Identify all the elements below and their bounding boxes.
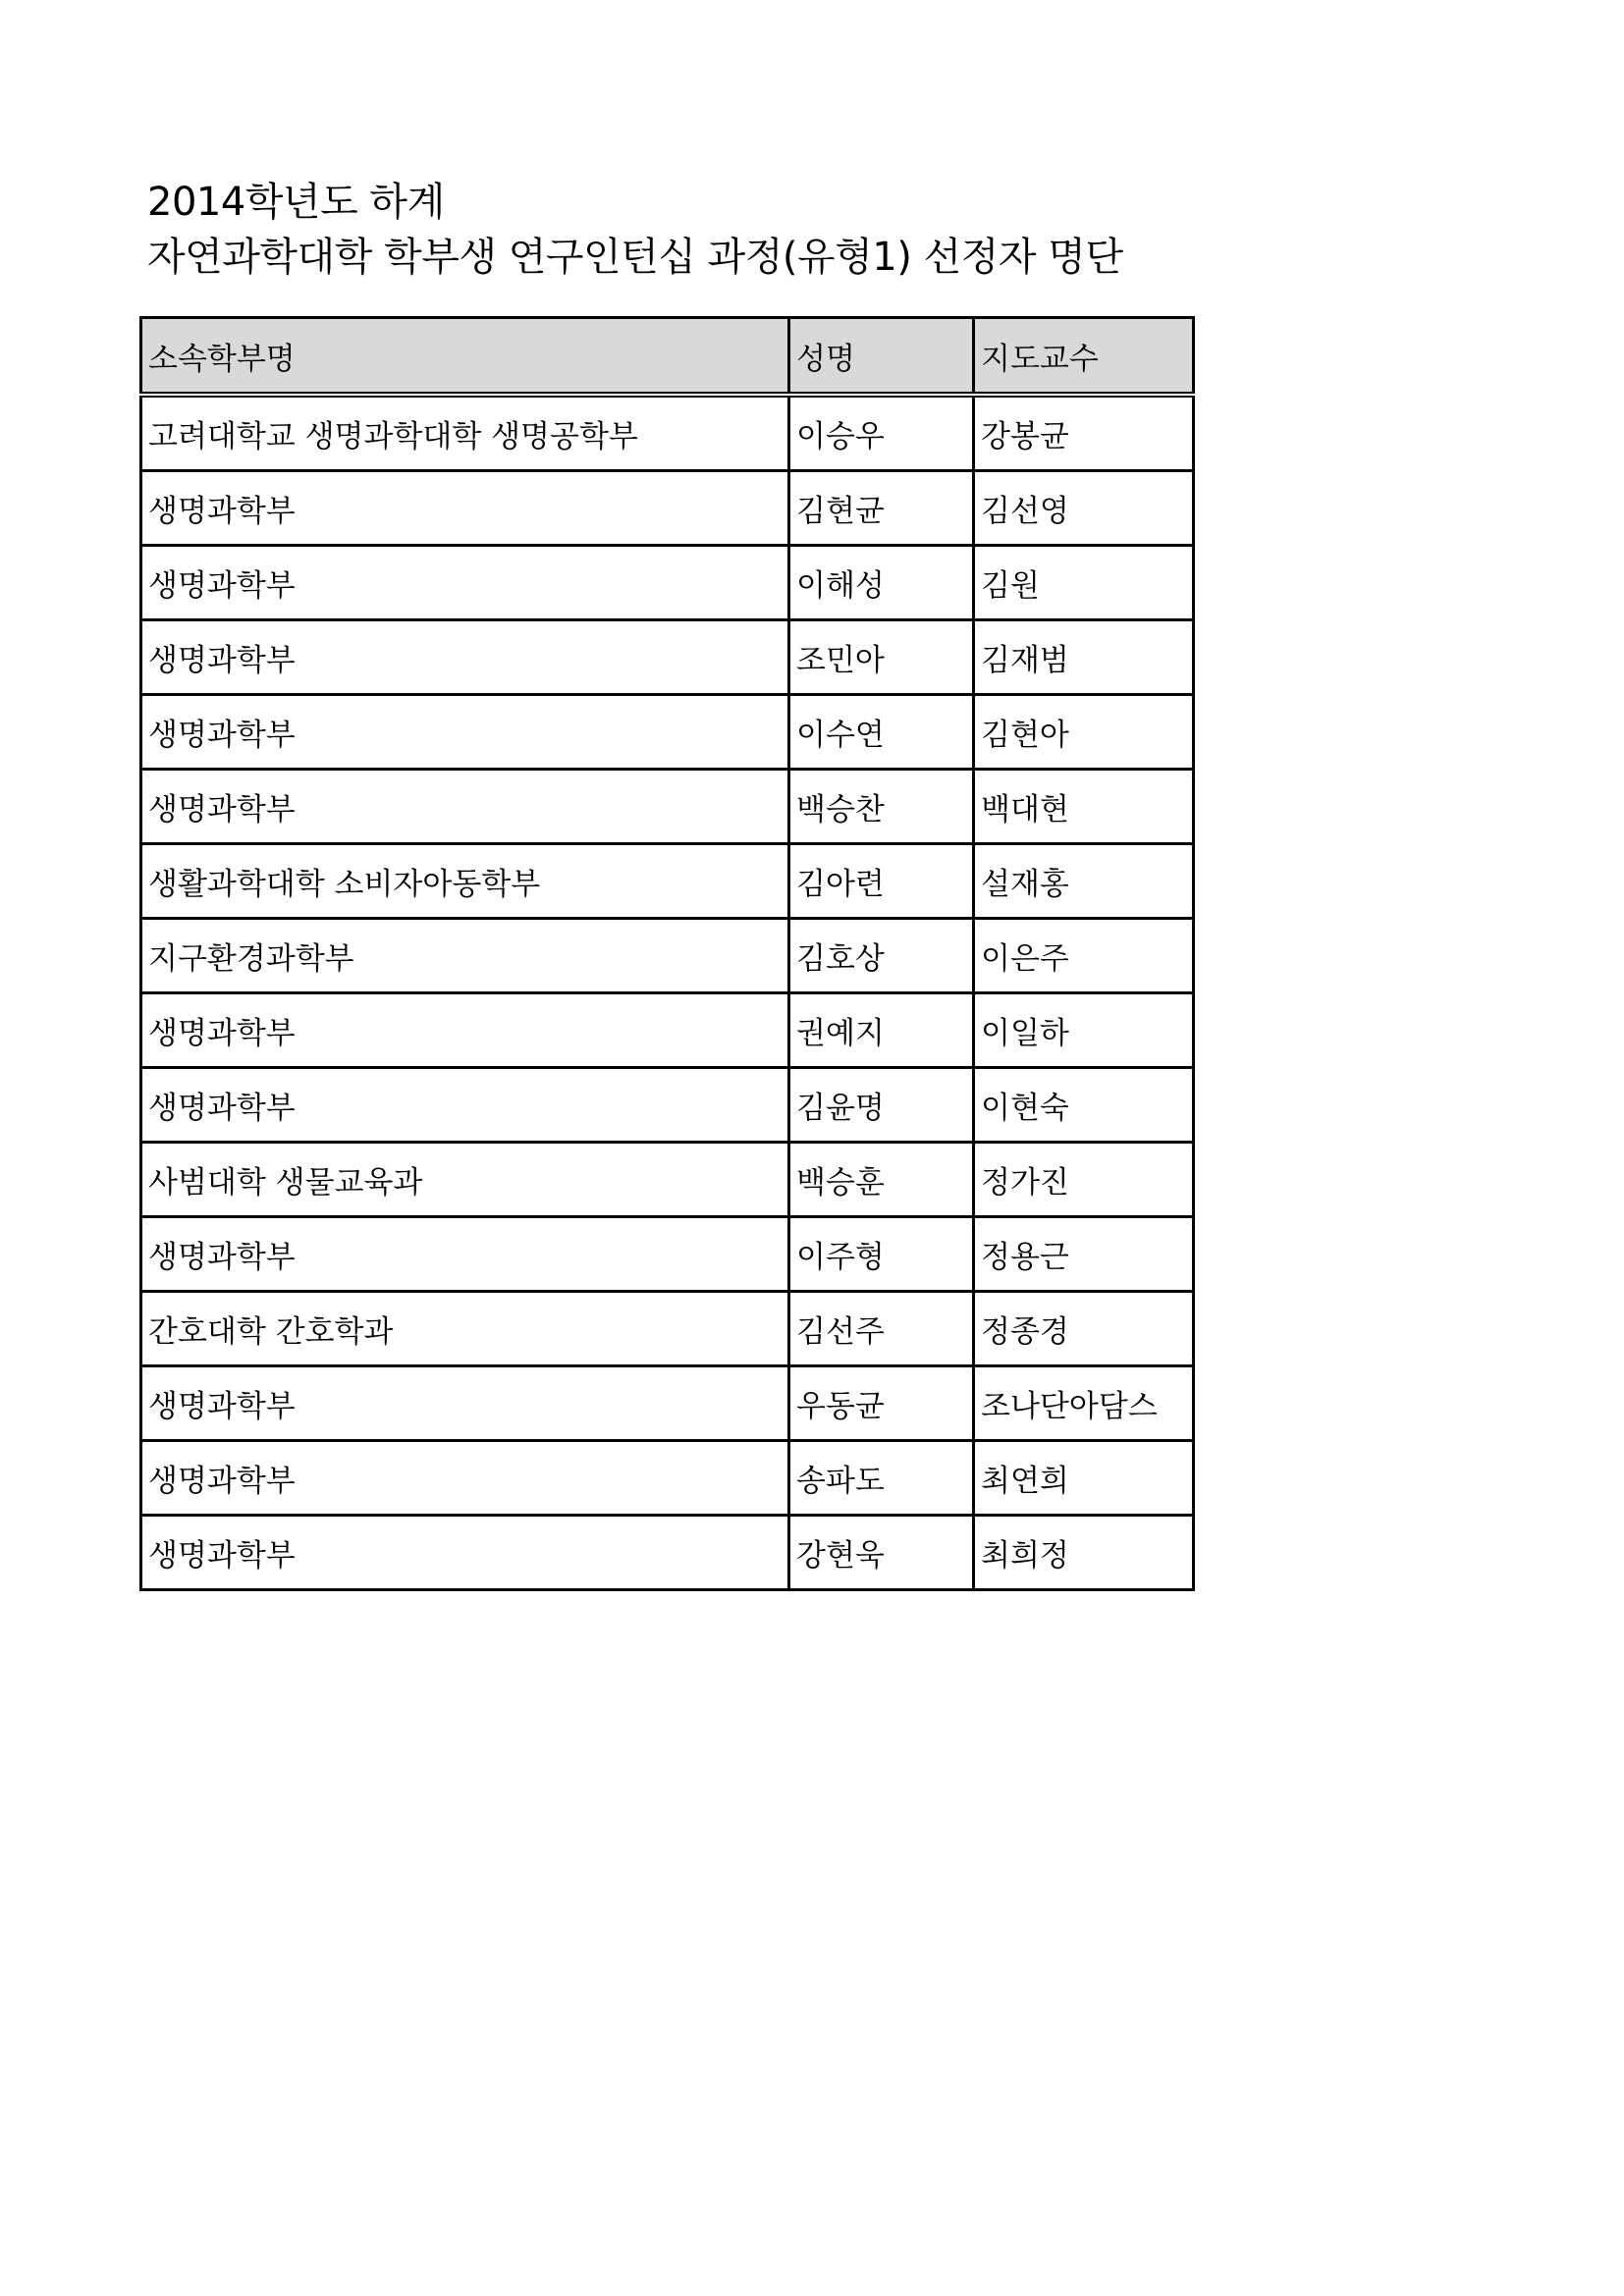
cell-advisor: 강봉균 (974, 395, 1194, 471)
cell-name: 송파도 (789, 1441, 974, 1516)
cell-department: 간호대학 간호학과 (141, 1292, 789, 1366)
cell-department: 생명과학부 (141, 1217, 789, 1292)
header-department: 소속학부명 (141, 318, 789, 396)
table-row (141, 546, 1194, 620)
cell-advisor: 최연희 (974, 1441, 1194, 1516)
table-body (141, 395, 1194, 1590)
cell-department: 사범대학 생물교육과 (141, 1143, 789, 1217)
table-row (141, 695, 1194, 770)
cell-department: 생명과학부 (141, 1366, 789, 1441)
cell-name: 백승찬 (789, 770, 974, 844)
cell-name: 백승훈 (789, 1143, 974, 1217)
cell-department: 생명과학부 (141, 1441, 789, 1516)
cell-name: 김호상 (789, 919, 974, 993)
cell-advisor: 백대현 (974, 770, 1194, 844)
cell-department: 지구환경과학부 (141, 919, 789, 993)
cell-advisor: 김선영 (974, 471, 1194, 546)
cell-name: 조민아 (789, 620, 974, 695)
cell-advisor: 이현숙 (974, 1068, 1194, 1143)
cell-advisor: 정용근 (974, 1217, 1194, 1292)
cell-department: 생명과학부 (141, 993, 789, 1068)
cell-department: 생명과학부 (141, 1068, 789, 1143)
title-line-term: 2014학년도 하계 (147, 180, 445, 225)
cell-advisor: 정가진 (974, 1143, 1194, 1217)
cell-advisor: 이일하 (974, 993, 1194, 1068)
header-name: 성명 (789, 318, 974, 396)
cell-name: 우동균 (789, 1366, 974, 1441)
cell-name: 이수연 (789, 695, 974, 770)
cell-name: 김현균 (789, 471, 974, 546)
cell-department: 생명과학부 (141, 471, 789, 546)
table-row (141, 1068, 1194, 1143)
selectee-table (139, 316, 1195, 1591)
document-title (147, 175, 1424, 285)
cell-advisor: 김원 (974, 546, 1194, 620)
cell-name: 이승우 (789, 395, 974, 471)
cell-advisor: 김현아 (974, 695, 1194, 770)
table-row (141, 1366, 1194, 1441)
cell-department: 생명과학부 (141, 770, 789, 844)
table-row (141, 1292, 1194, 1366)
table-row (141, 395, 1194, 471)
table-row (141, 844, 1194, 919)
cell-advisor: 최희정 (974, 1516, 1194, 1590)
table-row (141, 1143, 1194, 1217)
cell-name: 이주형 (789, 1217, 974, 1292)
cell-advisor: 조나단아담스 (974, 1366, 1194, 1441)
table-row (141, 1217, 1194, 1292)
table-row (141, 993, 1194, 1068)
cell-advisor: 정종경 (974, 1292, 1194, 1366)
table-row (141, 770, 1194, 844)
cell-name: 이해성 (789, 546, 974, 620)
cell-advisor: 설재홍 (974, 844, 1194, 919)
cell-department: 생명과학부 (141, 695, 789, 770)
cell-advisor: 김재범 (974, 620, 1194, 695)
table-row (141, 1516, 1194, 1590)
cell-department: 생명과학부 (141, 546, 789, 620)
cell-name: 김선주 (789, 1292, 974, 1366)
table-row (141, 1441, 1194, 1516)
table-header (141, 318, 1194, 396)
header-row (141, 318, 1194, 396)
table-row (141, 471, 1194, 546)
cell-advisor: 이은주 (974, 919, 1194, 993)
cell-department: 생활과학대학 소비자아동학부 (141, 844, 789, 919)
cell-department: 고려대학교 생명과학대학 생명공학부 (141, 395, 789, 471)
cell-department: 생명과학부 (141, 1516, 789, 1590)
table-row (141, 919, 1194, 993)
cell-name: 강현욱 (789, 1516, 974, 1590)
cell-name: 김아련 (789, 844, 974, 919)
title-line-program: 자연과학대학 학부생 연구인턴십 과정(유형1) 선정자 명단 (147, 235, 1123, 280)
header-advisor: 지도교수 (974, 318, 1194, 396)
cell-department: 생명과학부 (141, 620, 789, 695)
table-row (141, 620, 1194, 695)
cell-name: 김윤명 (789, 1068, 974, 1143)
cell-name: 권예지 (789, 993, 974, 1068)
